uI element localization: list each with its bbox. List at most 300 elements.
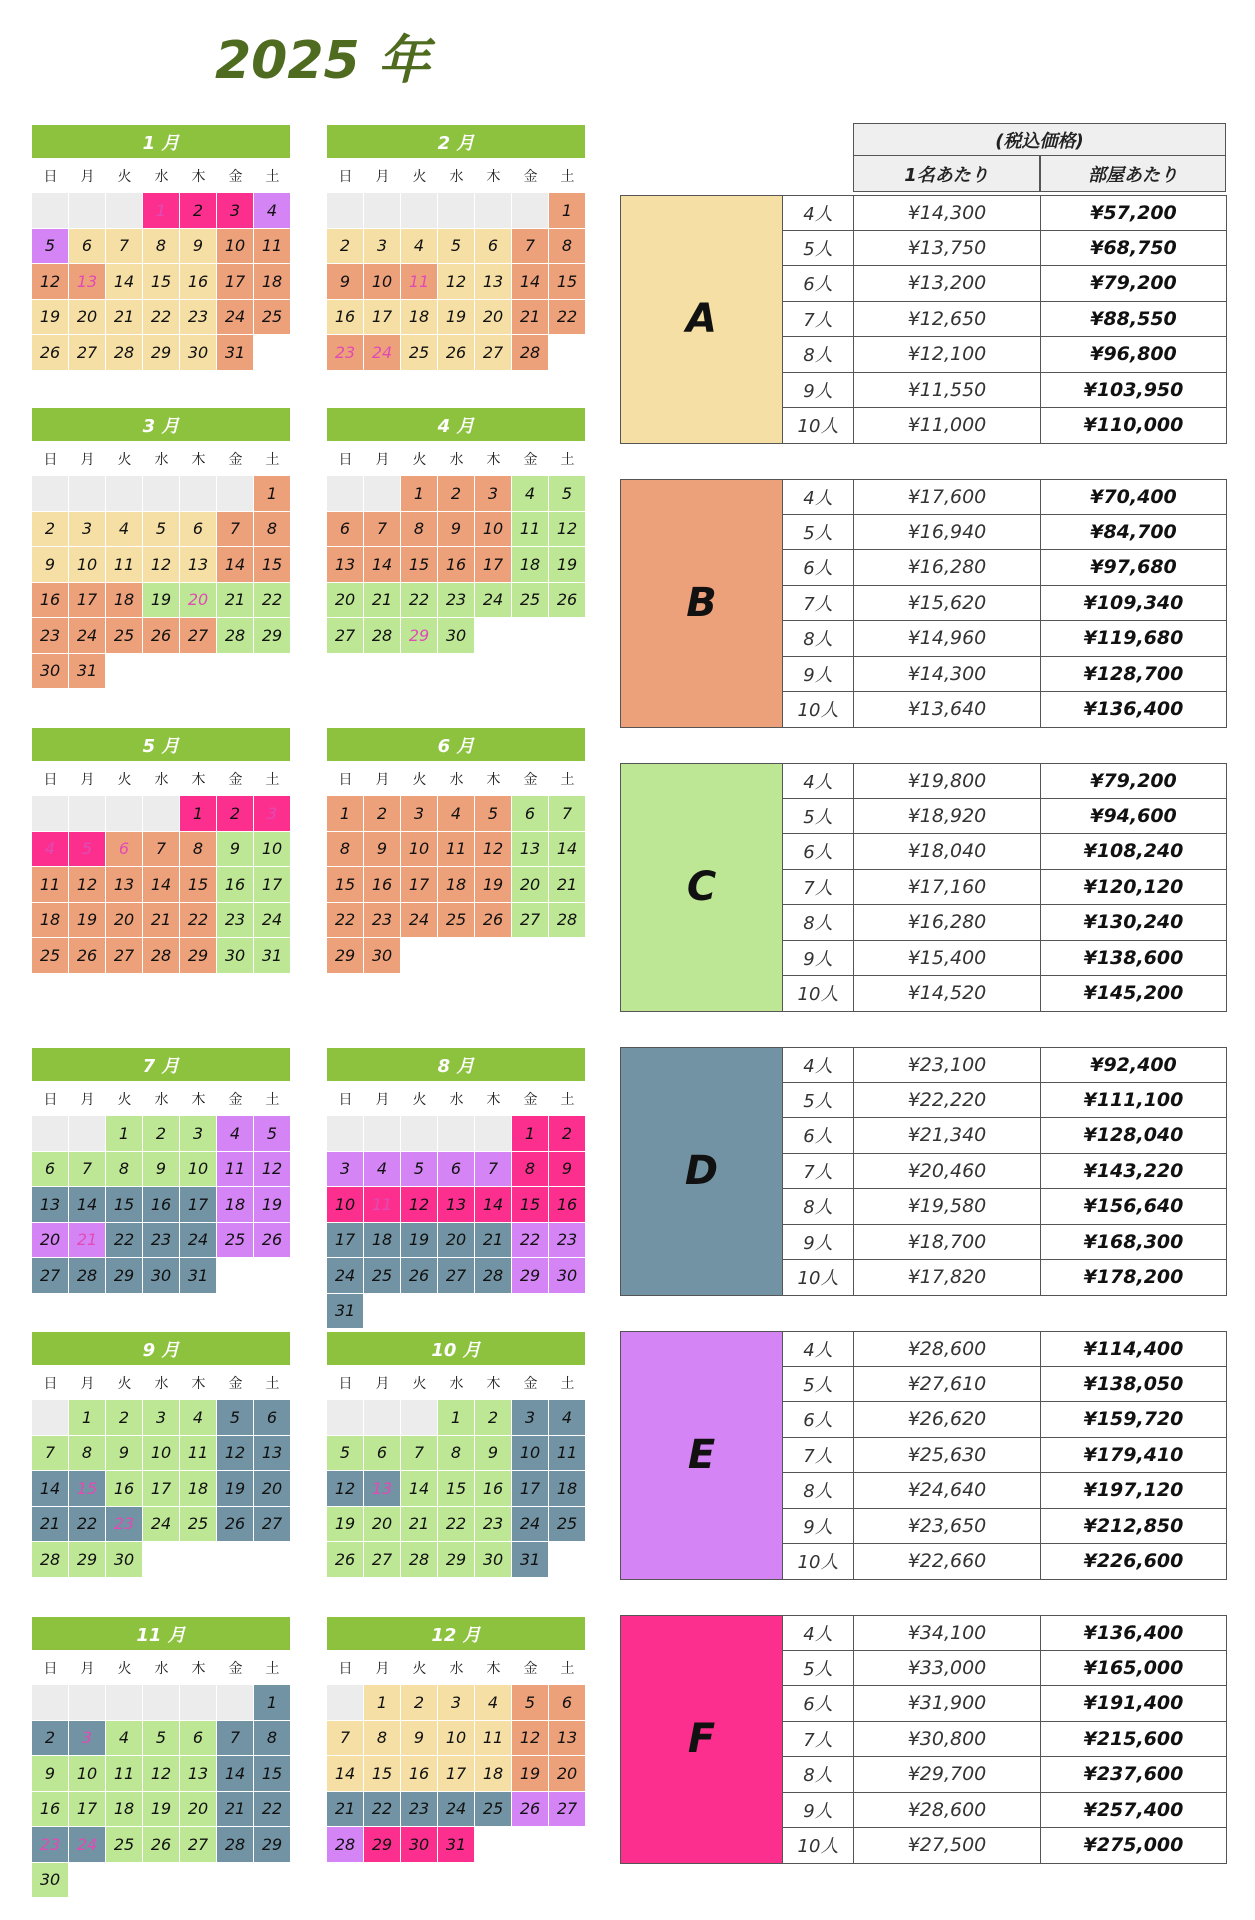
calendar-day: 3 xyxy=(69,1721,106,1757)
empty-day xyxy=(327,193,364,229)
weekday-label: 日 xyxy=(43,169,58,185)
calendar-day: 20 xyxy=(106,903,143,939)
empty-day xyxy=(327,476,364,512)
per-room-price: ¥103,950 xyxy=(1041,373,1227,409)
weekday-label: 月 xyxy=(80,1661,95,1677)
calendar-day: 10 xyxy=(327,1187,364,1223)
party-size: 4人 xyxy=(782,1047,854,1083)
calendar-day: 1 xyxy=(401,476,438,512)
calendar-day: 31 xyxy=(438,1827,475,1863)
calendar-day: 1 xyxy=(143,193,180,229)
calendar-day: 22 xyxy=(364,1792,401,1828)
weekday-label: 月 xyxy=(80,1092,95,1108)
month-calendar xyxy=(32,1332,290,1578)
weekday-label: 水 xyxy=(154,1376,169,1392)
calendar-day: 1 xyxy=(438,1400,475,1436)
calendar-day: 29 xyxy=(254,1827,291,1863)
calendar-day: 14 xyxy=(512,264,549,300)
calendar-day: 4 xyxy=(180,1400,217,1436)
calendar-day: 3 xyxy=(143,1400,180,1436)
per-person-price: ¥17,820 xyxy=(854,1260,1041,1296)
calendar-day: 1 xyxy=(549,193,586,229)
calendar-day: 28 xyxy=(475,1258,512,1294)
calendar-day: 12 xyxy=(143,547,180,583)
calendar-day: 26 xyxy=(438,335,475,371)
price-row xyxy=(782,1473,1227,1509)
calendar-day: 11 xyxy=(364,1187,401,1223)
calendar-day: 25 xyxy=(401,335,438,371)
party-size: 10人 xyxy=(782,976,854,1012)
calendar-day: 10 xyxy=(364,264,401,300)
calendar-day: 18 xyxy=(549,1471,586,1507)
calendar-day: 11 xyxy=(180,1436,217,1472)
calendar-day: 17 xyxy=(217,264,254,300)
per-person-price: ¥16,280 xyxy=(854,550,1041,586)
party-size: 9人 xyxy=(782,941,854,977)
calendar-day: 11 xyxy=(217,1152,254,1188)
calendar-day: 6 xyxy=(475,229,512,265)
calendar-day: 19 xyxy=(512,1756,549,1792)
per-room-price: ¥111,100 xyxy=(1041,1083,1227,1119)
per-room-price: ¥165,000 xyxy=(1041,1651,1227,1687)
calendar-day: 31 xyxy=(512,1542,549,1578)
calendar-day: 2 xyxy=(327,229,364,265)
party-size: 4人 xyxy=(782,195,854,231)
calendar-day: 27 xyxy=(364,1542,401,1578)
calendar-day: 29 xyxy=(438,1542,475,1578)
per-room-price: ¥79,200 xyxy=(1041,266,1227,302)
price-row xyxy=(782,1118,1227,1154)
party-size: 7人 xyxy=(782,1722,854,1758)
empty-day xyxy=(327,1400,364,1436)
party-size: 9人 xyxy=(782,1509,854,1545)
weekday-label: 金 xyxy=(523,452,538,468)
calendar-day: 6 xyxy=(438,1152,475,1188)
weekday-label: 土 xyxy=(265,169,280,185)
calendar-day: 15 xyxy=(401,547,438,583)
calendar-day: 17 xyxy=(475,547,512,583)
calendar-day: 14 xyxy=(327,1756,364,1792)
per-person-price: ¥22,660 xyxy=(854,1544,1041,1580)
per-room-price: ¥57,200 xyxy=(1041,195,1227,231)
weekday-label: 火 xyxy=(412,1661,427,1677)
per-person-price: ¥16,940 xyxy=(854,515,1041,551)
calendar-day: 7 xyxy=(143,832,180,868)
per-person-price: ¥23,100 xyxy=(854,1047,1041,1083)
per-room-price: ¥97,680 xyxy=(1041,550,1227,586)
per-room-price: ¥96,800 xyxy=(1041,337,1227,373)
month-header: 9 月 xyxy=(32,1332,290,1365)
price-table-e xyxy=(620,1331,1227,1580)
calendar-day: 14 xyxy=(143,867,180,903)
calendar-day: 17 xyxy=(143,1471,180,1507)
per-room-price: ¥156,640 xyxy=(1041,1189,1227,1225)
calendar-day: 18 xyxy=(364,1223,401,1259)
calendar-day: 6 xyxy=(106,832,143,868)
calendar-day: 30 xyxy=(438,618,475,654)
per-person-price: ¥18,920 xyxy=(854,799,1041,835)
calendar-day: 25 xyxy=(217,1223,254,1259)
price-row xyxy=(782,302,1227,338)
per-room-header: 部屋あたり xyxy=(1040,156,1226,192)
calendar-day: 30 xyxy=(549,1258,586,1294)
calendar-day: 3 xyxy=(327,1152,364,1188)
calendar-day: 27 xyxy=(180,1827,217,1863)
price-row xyxy=(782,1615,1227,1651)
calendar-day: 15 xyxy=(512,1187,549,1223)
per-room-price: ¥114,400 xyxy=(1041,1331,1227,1367)
per-room-price: ¥237,600 xyxy=(1041,1757,1227,1793)
calendar-day: 16 xyxy=(32,1792,69,1828)
calendar-day: 5 xyxy=(327,1436,364,1472)
empty-day xyxy=(69,1116,106,1152)
calendar-day: 5 xyxy=(438,229,475,265)
weekday-label: 火 xyxy=(412,772,427,788)
weekday-label: 土 xyxy=(560,1092,575,1108)
calendar-day: 10 xyxy=(69,1756,106,1792)
party-size: 9人 xyxy=(782,1225,854,1261)
per-room-price: ¥138,050 xyxy=(1041,1367,1227,1403)
per-person-price: ¥13,200 xyxy=(854,266,1041,302)
calendar-day: 18 xyxy=(475,1756,512,1792)
empty-day xyxy=(69,796,106,832)
calendar-day: 24 xyxy=(475,583,512,619)
calendar-day: 23 xyxy=(438,583,475,619)
weekday-label: 火 xyxy=(412,452,427,468)
price-row xyxy=(782,1047,1227,1083)
calendar-day: 8 xyxy=(512,1152,549,1188)
empty-day xyxy=(143,476,180,512)
weekday-label: 月 xyxy=(375,772,390,788)
calendar-day: 4 xyxy=(549,1400,586,1436)
party-size: 6人 xyxy=(782,1118,854,1154)
per-room-price: ¥88,550 xyxy=(1041,302,1227,338)
calendar-day: 5 xyxy=(475,796,512,832)
calendar-day: 2 xyxy=(106,1400,143,1436)
weekday-label: 火 xyxy=(412,169,427,185)
calendar-day: 26 xyxy=(549,583,586,619)
calendar-day: 8 xyxy=(143,229,180,265)
price-table-f xyxy=(620,1615,1227,1864)
per-room-price: ¥128,700 xyxy=(1041,657,1227,693)
calendar-day: 3 xyxy=(254,796,291,832)
per-person-price: ¥24,640 xyxy=(854,1473,1041,1509)
per-person-price: ¥22,220 xyxy=(854,1083,1041,1119)
calendar-day: 19 xyxy=(143,583,180,619)
calendar-day: 8 xyxy=(180,832,217,868)
per-person-header: 1名あたり xyxy=(853,156,1040,192)
per-room-price: ¥119,680 xyxy=(1041,621,1227,657)
calendar-day: 22 xyxy=(549,300,586,336)
calendar-day: 23 xyxy=(106,1507,143,1543)
month-calendar xyxy=(32,728,290,974)
month-header: 5 月 xyxy=(32,728,290,761)
calendar-day: 14 xyxy=(32,1471,69,1507)
weekday-label: 月 xyxy=(80,169,95,185)
calendar-day: 25 xyxy=(549,1507,586,1543)
price-row xyxy=(782,1083,1227,1119)
calendar-day: 22 xyxy=(401,583,438,619)
price-row xyxy=(782,763,1227,799)
party-size: 10人 xyxy=(782,1260,854,1296)
party-size: 8人 xyxy=(782,337,854,373)
calendar-day: 8 xyxy=(401,512,438,548)
calendar-day: 31 xyxy=(69,654,106,690)
price-row xyxy=(782,1225,1227,1261)
per-person-price: ¥12,650 xyxy=(854,302,1041,338)
calendar-day: 19 xyxy=(475,867,512,903)
price-row xyxy=(782,266,1227,302)
weekday-label: 日 xyxy=(338,1092,353,1108)
month-header: 6 月 xyxy=(327,728,585,761)
calendar-day: 6 xyxy=(180,512,217,548)
weekday-label: 木 xyxy=(486,1092,501,1108)
calendar-day: 13 xyxy=(364,1471,401,1507)
per-room-price: ¥130,240 xyxy=(1041,905,1227,941)
party-size: 8人 xyxy=(782,905,854,941)
weekday-label: 木 xyxy=(191,1092,206,1108)
calendar-day: 4 xyxy=(401,229,438,265)
calendar-day: 20 xyxy=(180,583,217,619)
party-size: 8人 xyxy=(782,621,854,657)
calendar-day: 4 xyxy=(438,796,475,832)
per-person-price: ¥29,700 xyxy=(854,1757,1041,1793)
calendar-day: 10 xyxy=(438,1721,475,1757)
per-person-price: ¥25,630 xyxy=(854,1438,1041,1474)
party-size: 4人 xyxy=(782,479,854,515)
price-row xyxy=(782,1651,1227,1687)
month-header: 12 月 xyxy=(327,1617,585,1650)
weekday-label: 金 xyxy=(523,1661,538,1677)
calendar-day: 2 xyxy=(217,796,254,832)
calendar-day: 24 xyxy=(143,1507,180,1543)
calendar-day: 12 xyxy=(32,264,69,300)
calendar-day: 17 xyxy=(327,1223,364,1259)
price-row xyxy=(782,1402,1227,1438)
calendar-day: 20 xyxy=(549,1756,586,1792)
calendar-day: 16 xyxy=(364,867,401,903)
calendar-day: 25 xyxy=(254,300,291,336)
per-room-price: ¥128,040 xyxy=(1041,1118,1227,1154)
calendar-day: 19 xyxy=(327,1507,364,1543)
price-table-b xyxy=(620,479,1227,728)
calendar-day: 3 xyxy=(438,1685,475,1721)
price-row xyxy=(782,1686,1227,1722)
party-size: 5人 xyxy=(782,1651,854,1687)
per-person-price: ¥17,160 xyxy=(854,870,1041,906)
calendar-day: 17 xyxy=(512,1471,549,1507)
calendar-day: 2 xyxy=(32,512,69,548)
calendar-day: 16 xyxy=(180,264,217,300)
empty-day xyxy=(69,476,106,512)
price-row xyxy=(782,586,1227,622)
weekday-label: 木 xyxy=(486,1376,501,1392)
calendar-day: 5 xyxy=(512,1685,549,1721)
calendar-day: 25 xyxy=(106,1827,143,1863)
weekday-label: 木 xyxy=(191,1376,206,1392)
calendar-day: 13 xyxy=(32,1187,69,1223)
price-row xyxy=(782,1154,1227,1190)
calendar-day: 26 xyxy=(69,938,106,974)
rank-label: A xyxy=(620,195,782,444)
weekday-label: 木 xyxy=(486,452,501,468)
price-row xyxy=(782,515,1227,551)
per-person-price: ¥30,800 xyxy=(854,1722,1041,1758)
weekday-label: 金 xyxy=(228,1092,243,1108)
calendar-day: 19 xyxy=(254,1187,291,1223)
per-person-price: ¥28,600 xyxy=(854,1331,1041,1367)
calendar-day: 13 xyxy=(254,1436,291,1472)
calendar-day: 26 xyxy=(217,1507,254,1543)
calendar-day: 12 xyxy=(69,867,106,903)
price-table-header xyxy=(853,123,1226,192)
month-calendar xyxy=(327,408,585,654)
calendar-day: 12 xyxy=(549,512,586,548)
price-row xyxy=(782,1189,1227,1225)
price-row xyxy=(782,1438,1227,1474)
per-person-price: ¥27,610 xyxy=(854,1367,1041,1403)
calendar-day: 15 xyxy=(364,1756,401,1792)
calendar-day: 11 xyxy=(549,1436,586,1472)
party-size: 8人 xyxy=(782,1757,854,1793)
per-room-price: ¥138,600 xyxy=(1041,941,1227,977)
party-size: 5人 xyxy=(782,231,854,267)
calendar-day: 11 xyxy=(254,229,291,265)
price-row xyxy=(782,195,1227,231)
calendar-day: 6 xyxy=(69,229,106,265)
calendar-day: 26 xyxy=(254,1223,291,1259)
party-size: 5人 xyxy=(782,1083,854,1119)
calendar-day: 17 xyxy=(438,1756,475,1792)
calendar-day: 29 xyxy=(69,1542,106,1578)
calendar-day: 14 xyxy=(217,1756,254,1792)
weekday-label: 水 xyxy=(449,1092,464,1108)
calendar-day: 26 xyxy=(32,335,69,371)
calendar-day: 27 xyxy=(438,1258,475,1294)
empty-day xyxy=(217,1685,254,1721)
calendar-day: 26 xyxy=(401,1258,438,1294)
calendar-day: 21 xyxy=(401,1507,438,1543)
calendar-day: 2 xyxy=(364,796,401,832)
calendar-day: 21 xyxy=(106,300,143,336)
weekday-label: 火 xyxy=(117,169,132,185)
weekday-label: 日 xyxy=(338,1661,353,1677)
calendar-day: 9 xyxy=(364,832,401,868)
price-row xyxy=(782,905,1227,941)
empty-day xyxy=(32,1685,69,1721)
calendar-day: 19 xyxy=(217,1471,254,1507)
calendar-day: 31 xyxy=(217,335,254,371)
empty-day xyxy=(438,193,475,229)
per-room-price: ¥110,000 xyxy=(1041,408,1227,444)
empty-day xyxy=(69,1685,106,1721)
price-table-a xyxy=(620,195,1227,444)
weekday-label: 金 xyxy=(228,452,243,468)
calendar-day: 16 xyxy=(549,1187,586,1223)
weekday-label: 水 xyxy=(154,452,169,468)
month-calendar xyxy=(32,1617,290,1898)
calendar-day: 6 xyxy=(180,1721,217,1757)
calendar-day: 7 xyxy=(364,512,401,548)
weekday-label: 水 xyxy=(449,772,464,788)
calendar-day: 28 xyxy=(217,618,254,654)
calendar-day: 23 xyxy=(143,1223,180,1259)
calendar-day: 8 xyxy=(69,1436,106,1472)
rank-label: B xyxy=(620,479,782,728)
calendar-day: 12 xyxy=(438,264,475,300)
weekday-label: 日 xyxy=(43,452,58,468)
price-row xyxy=(782,373,1227,409)
calendar-day: 9 xyxy=(180,229,217,265)
calendar-day: 7 xyxy=(401,1436,438,1472)
per-room-price: ¥120,120 xyxy=(1041,870,1227,906)
calendar-day: 3 xyxy=(364,229,401,265)
calendar-day: 20 xyxy=(254,1471,291,1507)
empty-day xyxy=(106,476,143,512)
empty-day xyxy=(32,1116,69,1152)
calendar-day: 12 xyxy=(512,1721,549,1757)
calendar-day: 12 xyxy=(254,1152,291,1188)
calendar-day: 12 xyxy=(143,1756,180,1792)
tax-included-label: (税込価格) xyxy=(853,123,1226,156)
calendar-day: 18 xyxy=(438,867,475,903)
calendar-day: 13 xyxy=(327,547,364,583)
calendar-day: 9 xyxy=(327,264,364,300)
month-header: 4 月 xyxy=(327,408,585,441)
price-row xyxy=(782,870,1227,906)
per-room-price: ¥178,200 xyxy=(1041,1260,1227,1296)
calendar-day: 6 xyxy=(512,796,549,832)
calendar-day: 30 xyxy=(364,938,401,974)
calendar-day: 1 xyxy=(327,796,364,832)
calendar-day: 15 xyxy=(438,1471,475,1507)
calendar-day: 18 xyxy=(106,583,143,619)
calendar-day: 16 xyxy=(401,1756,438,1792)
weekday-label: 月 xyxy=(375,452,390,468)
rank-label: C xyxy=(620,763,782,1012)
calendar-day: 10 xyxy=(143,1436,180,1472)
calendar-day: 23 xyxy=(32,1827,69,1863)
per-person-price: ¥27,500 xyxy=(854,1828,1041,1864)
per-person-price: ¥18,700 xyxy=(854,1225,1041,1261)
per-room-price: ¥197,120 xyxy=(1041,1473,1227,1509)
calendar-day: 30 xyxy=(143,1258,180,1294)
weekday-label: 土 xyxy=(560,772,575,788)
party-size: 6人 xyxy=(782,266,854,302)
rank-label: D xyxy=(620,1047,782,1296)
calendar-day: 28 xyxy=(217,1827,254,1863)
calendar-day: 16 xyxy=(32,583,69,619)
calendar-day: 14 xyxy=(475,1187,512,1223)
calendar-day: 21 xyxy=(327,1792,364,1828)
price-row xyxy=(782,1793,1227,1829)
calendar-day: 21 xyxy=(364,583,401,619)
price-row xyxy=(782,408,1227,444)
price-row xyxy=(782,1367,1227,1403)
price-row xyxy=(782,976,1227,1012)
calendar-day: 28 xyxy=(327,1827,364,1863)
calendar-day: 27 xyxy=(254,1507,291,1543)
price-row xyxy=(782,941,1227,977)
calendar-day: 17 xyxy=(254,867,291,903)
weekday-label: 土 xyxy=(560,169,575,185)
calendar-day: 28 xyxy=(364,618,401,654)
per-person-price: ¥13,750 xyxy=(854,231,1041,267)
calendar-day: 22 xyxy=(143,300,180,336)
calendar-day: 18 xyxy=(401,300,438,336)
calendar-day: 14 xyxy=(217,547,254,583)
weekday-label: 金 xyxy=(523,772,538,788)
